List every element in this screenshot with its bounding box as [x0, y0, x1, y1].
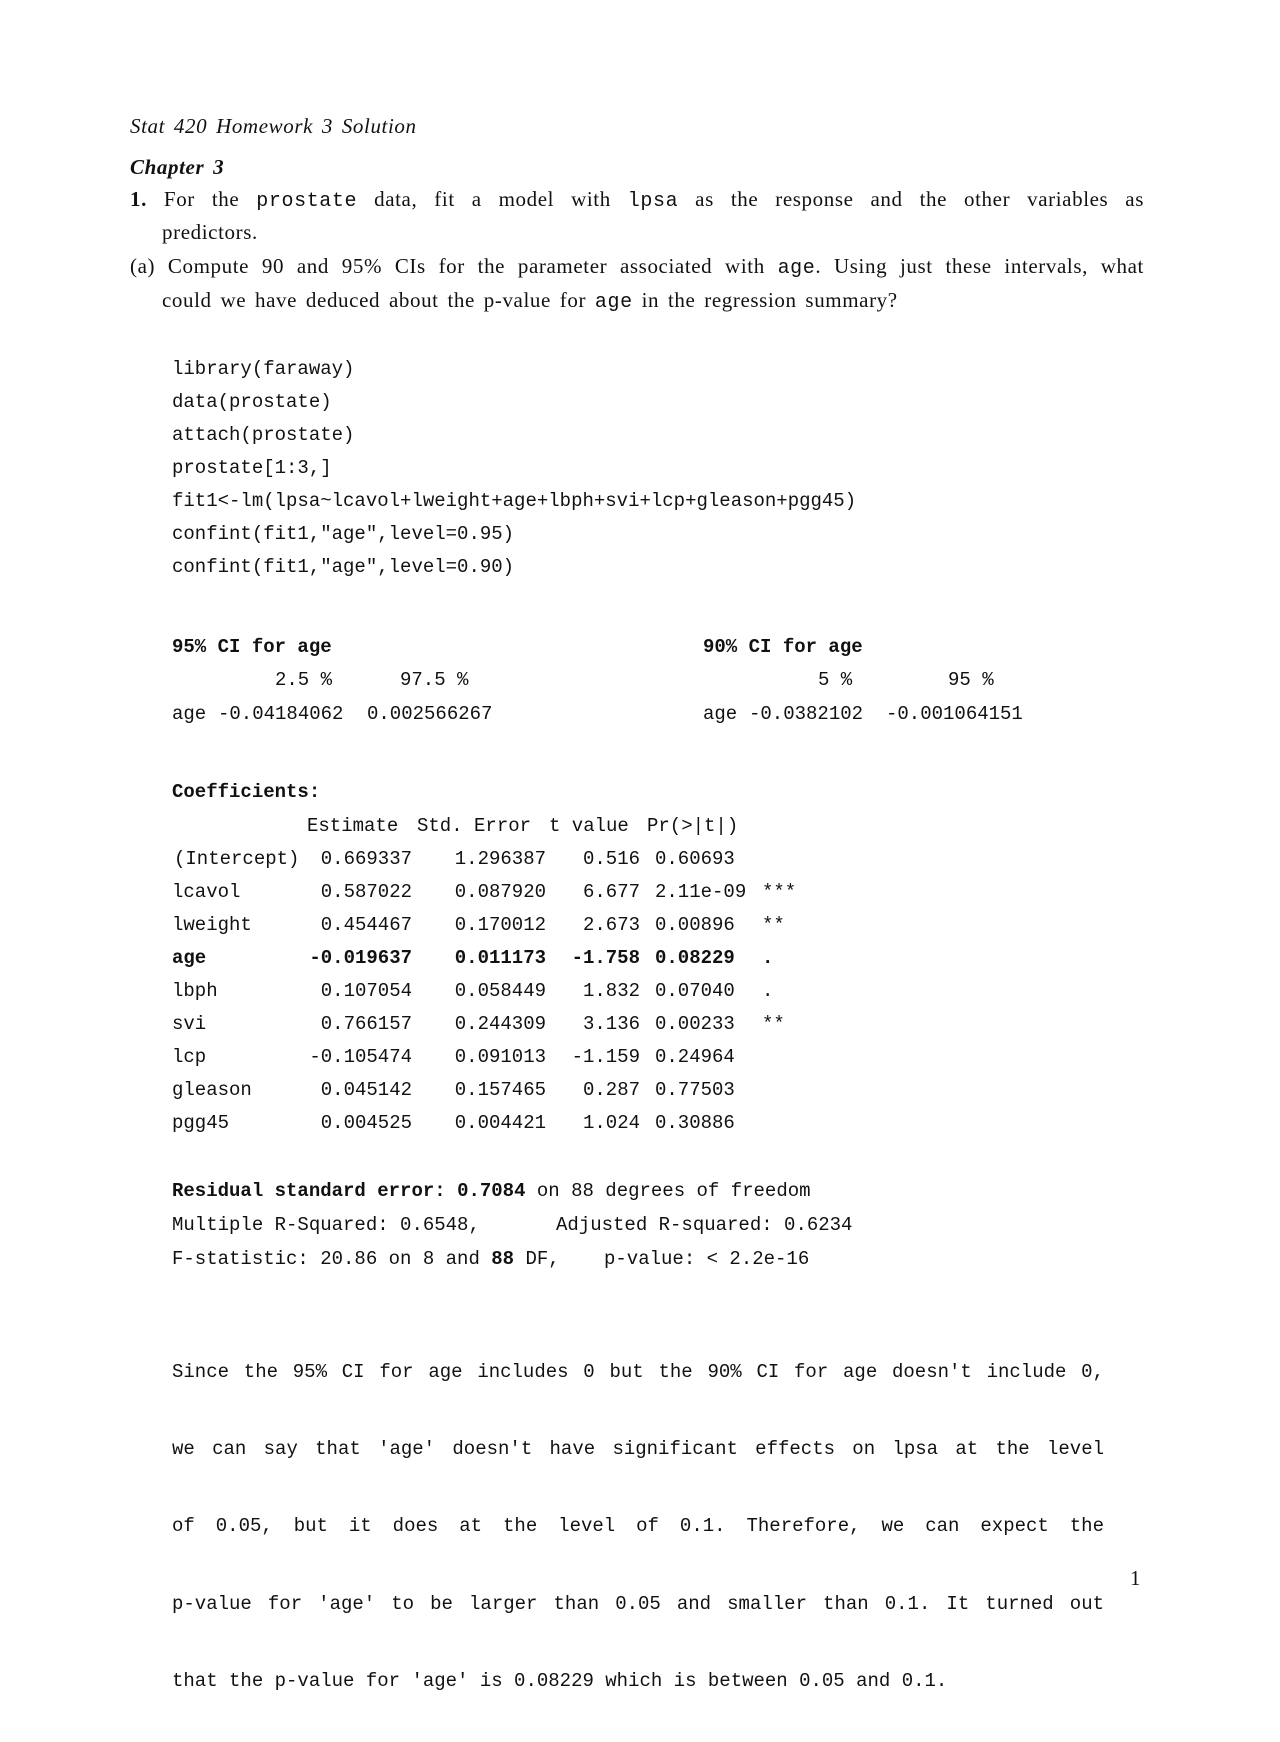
part-text: Compute 90 and 95% CIs for the parameter associated with	[167, 254, 778, 278]
code-line: confint(fit1,"age",level=0.95)	[172, 523, 515, 545]
header-estimate: Estimate	[307, 815, 399, 837]
variable-age: age	[777, 257, 816, 280]
coef-estimate: 0.107054	[320, 980, 412, 1002]
conclusion-line: that the p-value for 'age' is 0.08229 which is between 0.05 and 0.1.	[172, 1669, 948, 1692]
question-number: 1.	[130, 187, 147, 211]
question-text: For the	[163, 187, 257, 211]
coef-estimate: 0.669337	[320, 848, 412, 870]
code-line: attach(prostate)	[172, 424, 355, 446]
coef-p-value: 2.11e-09	[655, 881, 747, 903]
part-a-line-1	[130, 254, 1144, 280]
coef-p-value: 0.07040	[655, 980, 735, 1002]
code-line: data(prostate)	[172, 391, 332, 413]
coef-estimate: 0.004525	[320, 1112, 412, 1134]
ci-90-title: 90% CI for age	[703, 636, 863, 658]
rse-rest: on 88 degrees of freedom	[525, 1180, 811, 1202]
f-statistic-line	[172, 1248, 560, 1270]
coef-p-value: 0.77503	[655, 1079, 735, 1101]
coef-name: lweight	[172, 914, 252, 936]
part-a-line-2	[162, 288, 898, 314]
coef-t-value: -1.758	[571, 947, 640, 969]
coef-t-value: 2.673	[582, 914, 640, 936]
coef-std-error: 0.244309	[454, 1013, 546, 1035]
table-row	[172, 1112, 972, 1138]
coef-name: svi	[172, 1013, 207, 1035]
coef-significance: .	[762, 980, 774, 1002]
conclusion-line: p-value for 'age' to be larger than 0.05 and smaller than 0.1. It turned out	[172, 1592, 1104, 1615]
chapter-heading: Chapter 3	[130, 155, 225, 179]
header-t-value: t value	[549, 815, 629, 837]
coef-significance: ***	[762, 881, 797, 903]
table-row	[172, 848, 972, 874]
coef-std-error: 0.091013	[454, 1046, 546, 1068]
ci-90-col-upper: 95 %	[948, 669, 994, 691]
ci-90-upper: -0.001064151	[886, 703, 1023, 725]
page-number: 1	[1130, 1566, 1142, 1590]
coef-t-value: 0.287	[582, 1079, 640, 1101]
coef-std-error: 0.170012	[454, 914, 546, 936]
coef-p-value: 0.08229	[655, 947, 735, 969]
ci-90-lower: -0.0382102	[749, 703, 864, 725]
code-line: fit1<-lm(lpsa~lcavol+lweight+age+lbph+svi+lcp+gleason+pgg45)	[172, 490, 857, 512]
coef-p-value: 0.00233	[655, 1013, 735, 1035]
table-row	[172, 1046, 972, 1072]
ci-95-lower: -0.04184062	[218, 703, 344, 725]
doc-title: Stat 420 Homework 3 Solution	[130, 114, 417, 138]
table-row	[172, 881, 972, 907]
coef-estimate: 0.454467	[320, 914, 412, 936]
coef-significance: .	[762, 947, 774, 969]
coef-estimate: 0.045142	[320, 1079, 412, 1101]
coef-significance: **	[762, 914, 785, 936]
f-df-suffix: DF,	[514, 1248, 560, 1270]
ci-95-upper: 0.002566267	[367, 703, 493, 725]
rse-value: 0.7084	[457, 1180, 526, 1202]
coef-estimate: -0.105474	[309, 1046, 412, 1068]
ci-90-col-lower: 5 %	[818, 669, 853, 691]
header-p-value: Pr(>|t|)	[647, 815, 739, 837]
part-text: in the regression summary?	[632, 288, 898, 312]
coef-std-error: 0.058449	[454, 980, 546, 1002]
question-text: as the response and the other variables as	[678, 187, 1144, 211]
part-text: could we have deduced about the p-value for	[162, 288, 595, 312]
coef-p-value: 0.30886	[655, 1112, 735, 1134]
conclusion-line: Since the 95% CI for age includes 0 but the 90% CI for age doesn't include 0,	[172, 1361, 1104, 1383]
coef-name: lcp	[172, 1046, 207, 1068]
coef-name: lcavol	[172, 881, 241, 903]
rse-label: Residual standard error:	[172, 1180, 446, 1202]
table-row	[172, 1079, 972, 1105]
coef-p-value: 0.60693	[655, 848, 735, 870]
ci-90-row-label: age	[703, 703, 738, 725]
table-row	[172, 914, 972, 940]
coef-t-value: 1.832	[582, 980, 640, 1002]
question-text: data, fit a model with	[357, 187, 628, 211]
question-1-line-1	[130, 187, 1144, 213]
coef-name: (Intercept)	[174, 848, 300, 870]
coef-estimate: 0.766157	[320, 1013, 412, 1035]
coef-p-value: 0.24964	[655, 1046, 735, 1068]
f-df: 88	[491, 1248, 515, 1270]
ci-95-title: 95% CI for age	[172, 636, 332, 658]
part-label: (a)	[130, 254, 156, 278]
coef-significance: **	[762, 1013, 785, 1035]
coef-std-error: 0.087920	[454, 881, 546, 903]
question-1-line-2: predictors.	[162, 220, 258, 244]
coef-t-value: 0.516	[582, 848, 640, 870]
header-std-error: Std. Error	[417, 815, 532, 837]
r-squared: Multiple R-Squared: 0.6548,	[172, 1214, 480, 1236]
coef-name: pgg45	[172, 1112, 230, 1134]
coef-estimate: -0.019637	[309, 947, 412, 969]
table-row	[172, 1013, 972, 1039]
coef-name: age	[172, 947, 207, 969]
conclusion-line: we can say that 'age' doesn't have significant effects on lpsa at the level	[172, 1438, 1104, 1461]
table-row	[172, 980, 972, 1006]
conclusion-paragraph	[172, 1312, 1104, 1742]
f-statistic: F-statistic: 20.86 on 8 and	[172, 1248, 492, 1270]
coef-t-value: -1.159	[571, 1046, 640, 1068]
response-variable: lpsa	[627, 190, 679, 213]
code-line: library(faraway)	[172, 358, 355, 380]
coef-t-value: 1.024	[582, 1112, 640, 1134]
coefficients-title: Coefficients:	[172, 781, 321, 803]
dataset-name: prostate	[256, 190, 358, 213]
coef-name: lbph	[172, 980, 218, 1002]
coef-std-error: 0.004421	[454, 1112, 546, 1134]
ci-95-col-lower: 2.5 %	[275, 669, 333, 691]
ci-95-col-upper: 97.5 %	[400, 669, 469, 691]
part-text: . Using just these intervals, what	[815, 254, 1144, 278]
adjusted-r-squared: Adjusted R-squared: 0.6234	[556, 1214, 853, 1236]
coef-t-value: 3.136	[582, 1013, 640, 1035]
variable-age: age	[594, 291, 633, 314]
f-pvalue: p-value: < 2.2e-16	[604, 1248, 810, 1270]
coef-t-value: 6.677	[582, 881, 640, 903]
coef-estimate: 0.587022	[320, 881, 412, 903]
ci-95-row-label: age	[172, 703, 207, 725]
coef-p-value: 0.00896	[655, 914, 735, 936]
conclusion-line: of 0.05, but it does at the level of 0.1. Therefore, we can expect the	[172, 1515, 1104, 1538]
coefficients-header-row	[172, 815, 972, 841]
code-line: prostate[1:3,]	[172, 457, 332, 479]
coef-name: gleason	[172, 1079, 252, 1101]
coef-std-error: 0.157465	[454, 1079, 546, 1101]
coef-std-error: 1.296387	[454, 848, 546, 870]
table-row	[172, 947, 972, 973]
residual-se-line	[172, 1180, 811, 1202]
coef-std-error: 0.011173	[454, 947, 546, 969]
code-line: confint(fit1,"age",level=0.90)	[172, 556, 515, 578]
